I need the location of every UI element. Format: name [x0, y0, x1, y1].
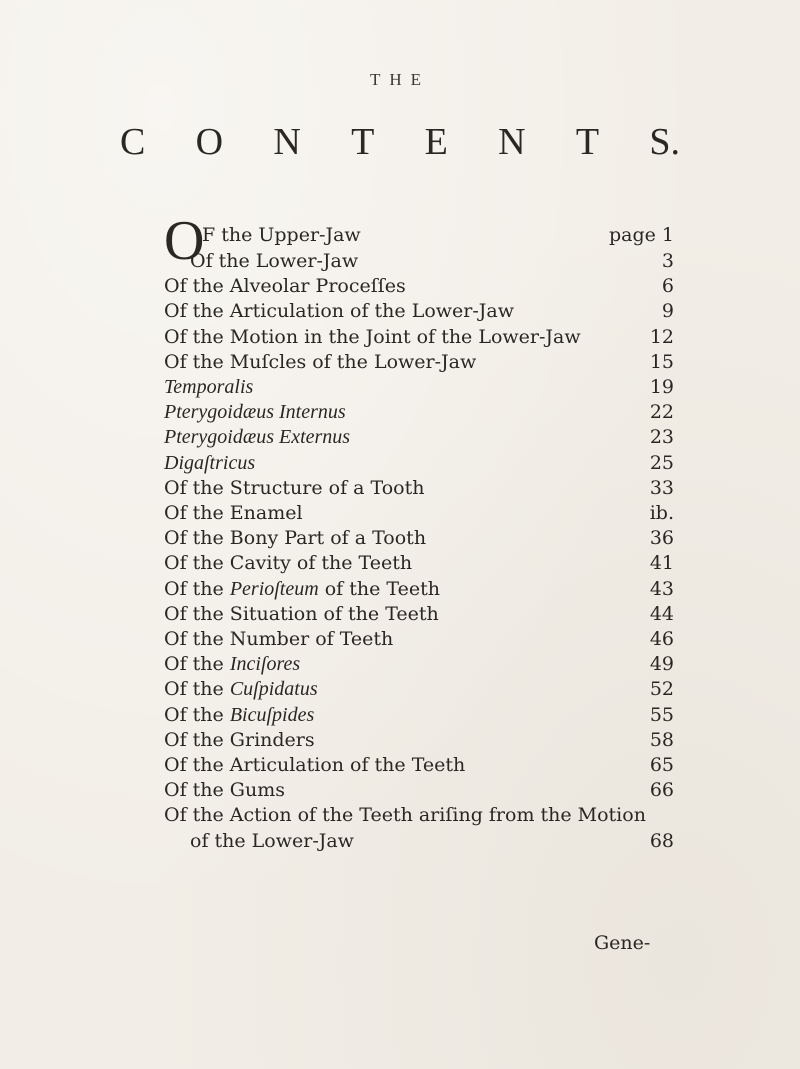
toc-entry [164, 349, 674, 375]
toc-entry-label: Of the Situation of the Teeth [164, 602, 439, 625]
toc-entry [164, 777, 674, 803]
toc-entry-label: Of the Enamel [164, 502, 303, 524]
drop-cap: O [164, 210, 205, 272]
toc-entry [164, 450, 674, 476]
toc-entry [164, 273, 674, 299]
toc-entry-page: 33 [649, 476, 674, 499]
toc-entry [164, 576, 674, 602]
toc-entry-label: Of the Motion in the Joint of the Lower-Jaw [164, 325, 581, 348]
toc-entry-label: Of the Structure of a Tooth [164, 476, 425, 499]
toc-entry [164, 324, 674, 350]
toc-entry [164, 248, 674, 274]
toc-entry-page: 49 [649, 653, 674, 676]
toc-entry [164, 727, 674, 753]
toc-entry [164, 222, 674, 248]
toc-entry [164, 601, 674, 627]
toc-entry [164, 676, 674, 702]
toc-entry-prefix: Of the [164, 653, 230, 676]
toc-entry-label: Pterygoidæus Internus [164, 401, 346, 424]
toc-entry [164, 550, 674, 576]
toc-entry-page: 23 [649, 426, 674, 449]
toc-entry-label: Of the Gums [164, 779, 285, 802]
toc-entry-label: Of the Muſcles of the Lower-Jaw [164, 350, 477, 373]
running-kicker: THE [369, 70, 431, 89]
toc-entry-page: 68 [649, 829, 674, 852]
heading-letter: S. [649, 121, 680, 163]
toc-entry [164, 374, 674, 400]
toc-entry-page: 22 [649, 401, 674, 424]
toc-entry-prefix: Of the [164, 577, 230, 600]
toc-entry-page: 19 [649, 376, 674, 398]
toc-entry [164, 525, 674, 551]
toc-entry-italic: Bicuſpides [229, 703, 315, 726]
toc-entry-prefix: Of the [164, 703, 230, 726]
toc-entry [164, 298, 674, 324]
toc-entry-label: Of the Lower-Jaw [190, 250, 359, 272]
toc-entry-page: 52 [649, 678, 674, 701]
toc-entry [164, 626, 674, 652]
toc-entry-page: 6 [661, 275, 674, 298]
toc-entry [164, 702, 674, 728]
toc-entry-label: Of the Articulation of the Lower-Jaw [164, 300, 514, 323]
toc-entry-page: 9 [661, 300, 674, 323]
toc-entry-page: 41 [649, 552, 674, 575]
toc-entry-label: Of the Number of Teeth [164, 628, 394, 650]
toc-entry-prefix: Of the [164, 678, 230, 701]
toc-entry-page: 66 [649, 779, 674, 802]
toc-entry-page: 65 [649, 754, 674, 776]
toc-entry [164, 475, 674, 501]
toc-entry [164, 399, 674, 425]
toc-entry-label: Of the Action of the Teeth ariſing from the Motion [164, 804, 646, 827]
toc-entry [164, 500, 674, 526]
toc-entry-label: of the Lower-Jaw [190, 829, 354, 852]
toc-entry-italic: Perioſteum [229, 577, 319, 600]
toc-entry-page: 36 [649, 527, 674, 550]
heading-letter: T [575, 121, 600, 163]
toc-entry-italic: Inciſores [229, 653, 301, 676]
toc-entry-label [164, 702, 314, 728]
toc-entry [164, 752, 674, 778]
toc-entry-page: 44 [649, 602, 674, 625]
toc-entry-page: 55 [649, 703, 674, 726]
toc-entry [164, 651, 674, 677]
toc-entry-page: 3 [661, 250, 674, 272]
toc-entry-label: Digaſtricus [164, 451, 256, 474]
catchword: Gene- [594, 932, 651, 954]
contents-heading [120, 120, 680, 164]
toc-entry-suffix: of the Teeth [318, 577, 440, 600]
toc-entry-page: 25 [649, 451, 674, 474]
toc-entry-label: Of the Bony Part of a Tooth [164, 527, 427, 550]
toc-entry-label: Of the Articulation of the Teeth [164, 754, 466, 776]
toc-entry [164, 828, 674, 854]
toc-entry-label: Of the Grinders [164, 728, 315, 751]
heading-letter: T [351, 121, 375, 163]
heading-letter: N [498, 121, 526, 163]
toc-entry-label: Of the Alveolar Proceſſes [164, 275, 406, 298]
toc-entry [164, 424, 674, 450]
toc-entry-page: page 1 [608, 224, 674, 246]
toc-entry-italic: Cuſpidatus [229, 678, 318, 701]
toc-entry-page: 43 [649, 577, 674, 600]
toc-entry-label: Of the Cavity of the Teeth [164, 552, 413, 575]
toc-entry-page: 58 [649, 728, 674, 751]
heading-letter: O [195, 121, 224, 163]
toc-entry-label [164, 676, 318, 702]
toc-entry-page: 46 [649, 628, 674, 650]
heading-letter: C [120, 121, 146, 163]
toc-entry [164, 802, 674, 828]
heading-letter: E [424, 121, 448, 163]
toc-entry-label: Pterygoidæus Externus [164, 426, 351, 449]
toc-entry-label: F the Upper-Jaw [202, 224, 361, 246]
heading-letter: N [273, 121, 301, 163]
toc-entry-label [164, 651, 300, 677]
toc-entry-label: Temporalis [164, 376, 254, 398]
toc-entry-page: ib. [649, 502, 674, 524]
toc-entry-label [164, 576, 440, 602]
toc-entry-page: 15 [649, 350, 674, 373]
toc-entry-page: 12 [649, 325, 674, 348]
